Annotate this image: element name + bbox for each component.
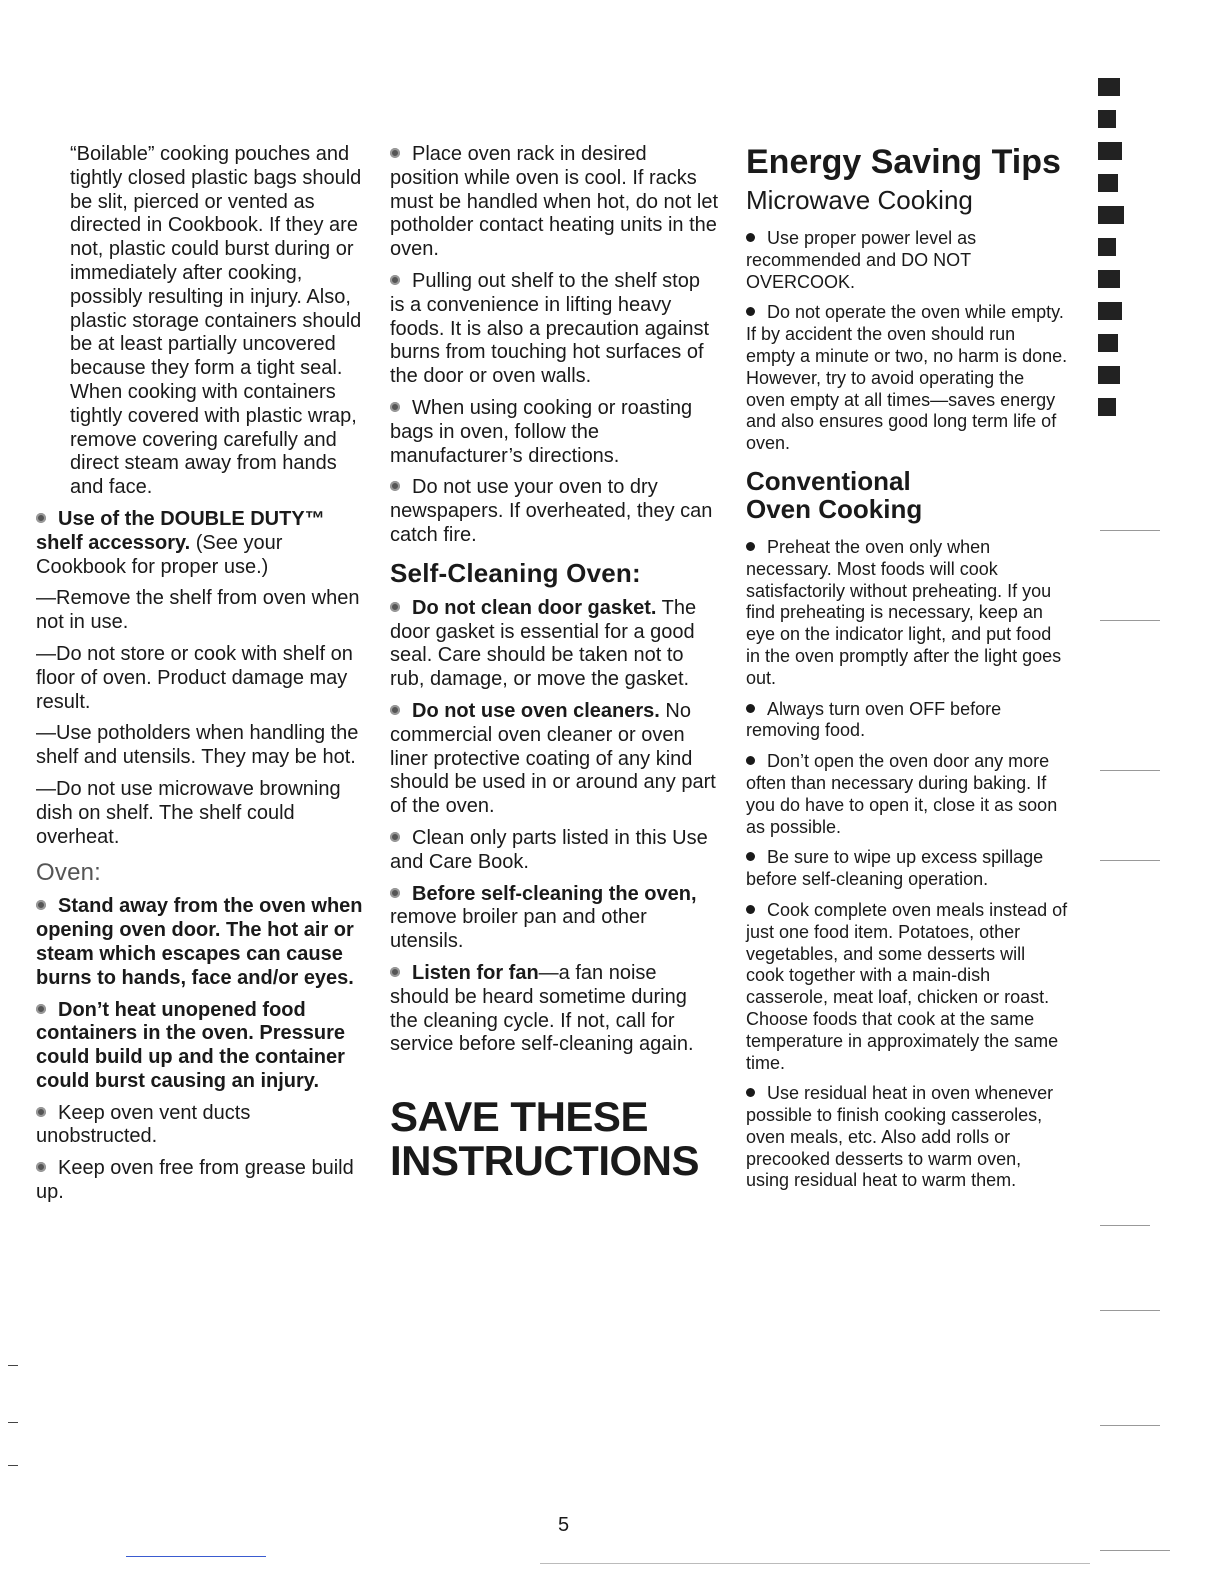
conv-tip-3 bbox=[746, 751, 1068, 838]
scan-line bbox=[1100, 1225, 1150, 1226]
bullet-icon bbox=[746, 307, 755, 316]
pulling-paragraph bbox=[390, 270, 718, 389]
newspapers-text: Do not use your oven to dry newspapers. If overheated, they can catch fire. bbox=[390, 476, 713, 546]
bullet-icon bbox=[746, 1088, 755, 1097]
mw-tip-1 bbox=[746, 228, 1068, 293]
clean-parts-text: Clean only parts listed in this Use and Care Book. bbox=[390, 826, 708, 873]
conv-tip-4 bbox=[746, 847, 1068, 891]
page-number: 5 bbox=[558, 1514, 570, 1536]
double-duty-rest: (See your Cookbook for proper use.) bbox=[36, 531, 283, 578]
edge-mark bbox=[1098, 334, 1118, 352]
conv-tip-1 bbox=[746, 537, 1068, 690]
column-middle bbox=[390, 143, 718, 1183]
vent-paragraph bbox=[36, 1102, 368, 1150]
bullet-icon bbox=[390, 148, 400, 158]
fan-paragraph bbox=[390, 962, 718, 1057]
bullet-icon bbox=[746, 905, 755, 914]
mw-tip-2 bbox=[746, 302, 1068, 455]
bullet-icon bbox=[390, 967, 400, 977]
scan-line bbox=[1100, 770, 1160, 771]
edge-mark bbox=[1098, 238, 1116, 256]
conv-tip-6 bbox=[746, 1083, 1068, 1192]
double-duty-bold: Use of the DOUBLE DUTY™ shelf accessory. bbox=[36, 507, 325, 554]
newspapers-paragraph bbox=[390, 476, 718, 547]
bullet-icon bbox=[390, 275, 400, 285]
dont-heat-paragraph bbox=[36, 999, 368, 1094]
conventional-heading bbox=[746, 467, 1068, 523]
stand-away-paragraph bbox=[36, 895, 368, 990]
bullet-icon bbox=[746, 756, 755, 765]
edge-mark bbox=[1098, 366, 1120, 384]
grease-paragraph bbox=[36, 1157, 368, 1205]
before-paragraph bbox=[390, 883, 718, 954]
stand-away-text: Stand away from the oven when opening oven door. The hot air or steam which escapes can cause burns to hands, face and/or eyes. bbox=[36, 895, 363, 989]
bullet-icon bbox=[746, 233, 755, 242]
double-duty-paragraph bbox=[36, 508, 368, 579]
cleaners-rest: No commercial oven cleaner or oven liner protective coating of any kind should be used in or around any part of the oven. bbox=[390, 699, 716, 818]
conv-tip-5 bbox=[746, 900, 1068, 1074]
gasket-bold: Do not clean door gasket. bbox=[412, 596, 657, 619]
bullet-icon bbox=[746, 542, 755, 551]
fan-rest: —a fan noise should be heard sometime during the cleaning cycle. If not, call for service before self-cleaning again. bbox=[390, 961, 694, 1056]
bullet-icon bbox=[36, 1004, 46, 1014]
edge-mark bbox=[1098, 78, 1120, 96]
pouches-paragraph bbox=[36, 143, 368, 500]
scan-line bbox=[1100, 1425, 1160, 1426]
margin-tick bbox=[8, 1365, 18, 1366]
bullet-icon bbox=[390, 888, 400, 898]
edge-mark bbox=[1098, 270, 1120, 288]
edge-tab-marks bbox=[1098, 78, 1128, 430]
gasket-paragraph bbox=[390, 597, 718, 692]
save-line-2: INSTRUCTIONS bbox=[390, 1137, 699, 1185]
scan-line bbox=[540, 1563, 1090, 1564]
conventional-line-2: Oven Cooking bbox=[746, 493, 923, 524]
dash-item-3: —Use potholders when handling the shelf and utensils. They may be hot. bbox=[36, 722, 359, 769]
conv-tip-5-text: Cook complete oven meals instead of just one food item. Potatoes, other vegetables, and some desserts will cook together with a main-dish casserole, meat loaf, chicken or roast. Choose foods that cook at the same temperature in approximately the same time. bbox=[746, 899, 1068, 1073]
conv-tip-2 bbox=[746, 699, 1068, 743]
rack-text: Place oven rack in desired position while oven is cool. If racks must be handled when hot, do not let potholder contact heating units in the oven. bbox=[390, 143, 719, 261]
bullet-icon bbox=[390, 402, 400, 412]
bullet-icon bbox=[390, 705, 400, 715]
save-instructions-heading bbox=[390, 1095, 718, 1183]
column-right bbox=[746, 143, 1068, 1201]
oven-heading: Oven: bbox=[36, 859, 102, 887]
edge-mark bbox=[1098, 398, 1116, 416]
dash-item-4: —Do not use microwave browning dish on shelf. The shelf could overheat. bbox=[36, 777, 341, 848]
bullet-icon bbox=[390, 832, 400, 842]
bullet-icon bbox=[36, 900, 46, 910]
cleaners-paragraph bbox=[390, 700, 718, 819]
bullet-icon bbox=[390, 481, 400, 491]
edge-mark bbox=[1098, 142, 1122, 160]
scan-line bbox=[1100, 860, 1160, 861]
rack-paragraph bbox=[390, 143, 718, 262]
bullet-icon bbox=[36, 1107, 46, 1117]
clean-parts-paragraph bbox=[390, 827, 718, 875]
bullet-icon bbox=[390, 602, 400, 612]
vent-text: Keep oven vent ducts unobstructed. bbox=[36, 1101, 251, 1148]
column-left bbox=[36, 143, 368, 1213]
dash-item-1: —Remove the shelf from oven when not in use. bbox=[36, 587, 360, 634]
cleaners-bold: Do not use oven cleaners. bbox=[412, 699, 660, 722]
scan-line bbox=[1100, 530, 1160, 531]
bullet-icon bbox=[746, 704, 755, 713]
edge-mark bbox=[1098, 302, 1122, 320]
fan-bold: Listen for fan bbox=[412, 961, 539, 984]
scan-line bbox=[1100, 1550, 1170, 1551]
microwave-heading: Microwave Cooking bbox=[746, 185, 973, 215]
dash-item-2: —Do not store or cook with shelf on floor of oven. Product damage may result. bbox=[36, 642, 353, 713]
gasket-rest: The door gasket is essential for a good seal. Care should be taken not to rub, damage, or move the gasket. bbox=[390, 596, 697, 691]
conventional-line-1: Conventional bbox=[746, 465, 911, 496]
before-bold: Before self-cleaning the oven, bbox=[412, 882, 697, 905]
conv-tip-1-text: Preheat the oven only when necessary. Most foods will cook satisfactorily without preheating. If you find preheating is necessary, keep an eye on the indicator light, and put food in the oven promptly after the light goes out. bbox=[746, 536, 1062, 688]
edge-mark bbox=[1098, 206, 1124, 224]
blue-underline bbox=[126, 1556, 266, 1557]
before-rest: remove broiler pan and other utensils. bbox=[390, 906, 647, 953]
conv-tip-6-text: Use residual heat in oven whenever possible to finish cooking casseroles, oven meals, etc. Also add rolls or precooked desserts to warm oven, using residual heat to warm them. bbox=[746, 1083, 1054, 1191]
self-cleaning-heading: Self-Cleaning Oven: bbox=[390, 557, 641, 588]
mw-tip-1-text: Use proper power level as recommended and DO NOT OVERCOOK. bbox=[746, 228, 977, 292]
conv-tip-4-text: Be sure to wipe up excess spillage before self-cleaning operation. bbox=[746, 847, 1044, 890]
grease-text: Keep oven free from grease build up. bbox=[36, 1157, 354, 1204]
scan-line bbox=[1100, 620, 1160, 621]
pouches-text: “Boilable” cooking pouches and tightly closed plastic bags should be slit, pierced or vented as directed in Cookbook. If they are not, plastic could burst during or immediately after cooking, possibly resulting in injury. Also, plastic storage containers should be at least partially uncovered because they form a tight seal. When cooking with containers tightly covered with plastic wrap, remove covering carefully and direct steam away from hands and face. bbox=[70, 143, 362, 499]
edge-mark bbox=[1098, 174, 1118, 192]
bullet-icon bbox=[36, 1162, 46, 1172]
margin-tick bbox=[8, 1465, 18, 1466]
pulling-text: Pulling out shelf to the shelf stop is a convenience in lifting heavy foods. It is also a precaution against burns from touching hot surfaces of the door or oven walls. bbox=[390, 269, 710, 388]
conv-tip-2-text: Always turn oven OFF before removing food. bbox=[746, 698, 1002, 741]
mw-tip-2-text: Do not operate the oven while empty. If by accident the oven should run empty a minute or two, no harm is done. However, try to avoid operating the oven empty at all times—saves energy and also ensures good long term life of oven. bbox=[746, 302, 1068, 454]
save-line-1: SAVE THESE bbox=[390, 1093, 648, 1141]
bullet-icon bbox=[746, 852, 755, 861]
dont-heat-text: Don’t heat unopened food containers in the oven. Pressure could build up and the container could burst causing an injury. bbox=[36, 998, 345, 1092]
scan-line bbox=[1100, 1310, 1160, 1311]
conv-tip-3-text: Don’t open the oven door any more often than necessary during baking. If you do have to open it, close it as soon as possible. bbox=[746, 751, 1058, 837]
bullet-icon bbox=[36, 513, 46, 523]
margin-tick bbox=[8, 1422, 18, 1423]
edge-mark bbox=[1098, 110, 1116, 128]
energy-tips-title: Energy Saving Tips bbox=[746, 143, 1061, 181]
bags-text: When using cooking or roasting bags in oven, follow the manufacturer’s directions. bbox=[390, 396, 693, 467]
bags-paragraph bbox=[390, 397, 718, 468]
